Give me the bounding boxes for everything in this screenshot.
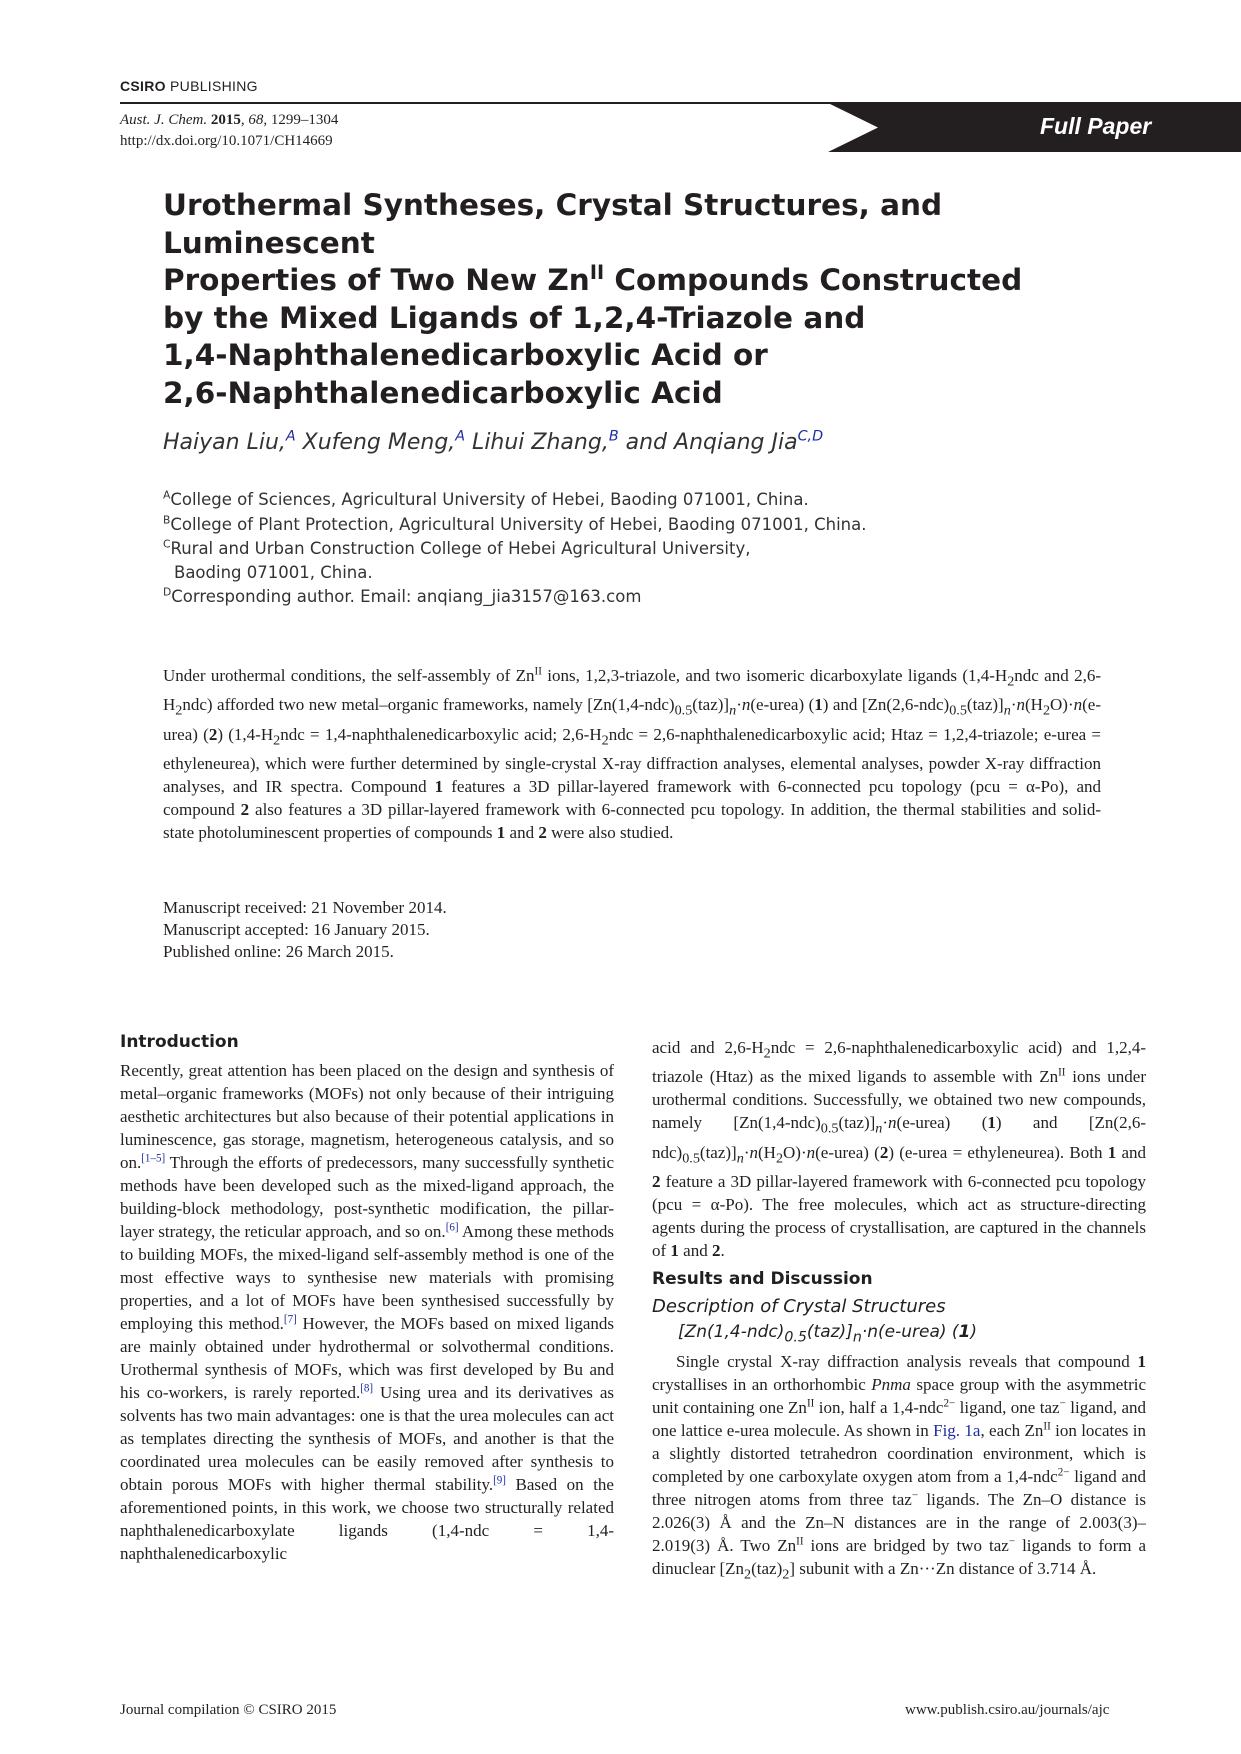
banner-shape <box>828 103 1241 152</box>
article-type-label: Full Paper <box>1040 113 1152 139</box>
doi-link[interactable]: http://dx.doi.org/10.1071/CH14669 <box>120 133 333 149</box>
figure-link[interactable]: Fig. 1a <box>933 1421 981 1440</box>
crystal-structures-subheading: Description of Crystal Structures <box>652 1296 946 1317</box>
paper-title: Urothermal Syntheses, Crystal Structures, and Luminescent Properties of Two New $Zn^{II}$ Compounds Constructed by the Mixed Ligands of 1,2,4-Triazole and 1,4-Naphthalenedicarboxylic Acid or 2,6-Naphthalenedicarboxylic Acid <box>163 188 1023 410</box>
banner-arrow <box>828 103 1241 152</box>
journal-citation: Aust. J. Chem. 2015, 68, 1299–1304 <box>120 112 339 128</box>
compound-1-subheading: $[Zn(1,4-ndc)_{0.5}(taz)]_n\cdot n(e-urea)$ (1) <box>678 1322 978 1346</box>
affiliation-d: $^D$Corresponding author. Email: anqiang_jia3157@163.com <box>163 585 642 606</box>
manuscript-accepted: Manuscript accepted: 16 January 2015. <box>163 920 430 939</box>
author-list: Haiyan Liu,$^A$ Xufeng Meng,$^A$ Lihui Zhang,$^B$ and Anqiang Jia$^{C,D}$ <box>163 428 824 455</box>
compound-1-body: Single crystal X-ray diffraction analysis reveals that compound 1 crystallises in an orthorhombic Pnma space group with the asymmetric unit containing one $Zn^{II}$ ion, half a 1,4-ndc$^{2-}$ ligand, one taz− ligand, and one lattice e-urea molecule. As shown in Fig. 1a, each $Zn^{II}$ ion locates in a slightly distorted tetrahedron coordination environment, which is completed by one carboxylate oxygen atom from a 1,4-ndc$^{2-}$ ligand and three nitrogen atoms from three taz− ligands. The Zn–O distance is 2.026(3) Å and the Zn–N distances are in the range of 2.003(3)–2.019(3) Å. Two $Zn^{II}$ ions are bridged by two taz− ligands to form a dinuclear $[Zn_2(taz)_2]$ subunit with a Zn···Zn distance of 3.714 Å. <box>652 1352 1147 1583</box>
footer-url[interactable]: www.publish.csiro.au/journals/ajc <box>905 1702 1110 1718</box>
results-heading: Results and Discussion <box>652 1269 873 1289</box>
introduction-heading: Introduction <box>120 1032 239 1052</box>
affiliation-b: $^B$College of Plant Protection, Agricultural University of Hebei, Baoding 071001, China. <box>163 513 867 534</box>
introduction-body: Recently, great attention has been placed on the design and synthesis of metal–organic frameworks (MOFs) not only because of their intriguing aesthetic architectures but also because of their potential applications in luminescence, gas storage, magnetism, heterogeneous catalysis, and so on.[1–5] Through the efforts of predecessors, many successfully synthetic methods have been developed such as the mixed-ligand approach, the building-block methodology, post-synthetic modification, the pillar-layer strategy, the reticular approach, and so on.[6] Among these methods to building MOFs, the mixed-ligand self-assembly method is one of the most effective ways to synthesise new materials with promising properties, and a lot of MOFs have been synthesised successfully by employing this method.[7] However, the MOFs based on mixed ligands are mainly obtained under hydrothermal or solvothermal conditions. Urothermal synthesis of MOFs, which was first developed by Bu and his co-workers, is rarely reported.[8] Using urea and its derivatives as solvents has two main advantages: one is that the urea molecules can act as templates directing the synthesis of MOFs, and another is that the coordinated urea molecules can be easily removed after synthesis to obtain porous MOFs with higher thermal stability.[9] Based on the aforementioned points, in this work, we choose two structurally related naphthalenedicarboxylate ligands (1,4-ndc = 1,4-naphthalenedicarboxylic <box>120 1061 615 1563</box>
introduction-body-cont: acid and $2,6-H_2ndc$ = 2,6-naphthalenedicarboxylic acid) and 1,2,4-triazole (Htaz) as the mixed ligands to assemble with $Zn^{II}$ ions under urothermal conditions. Successfully, we obtained two new compounds, namely $[Zn(1,4-ndc)_{0.5}(taz)]_n\cdot n(e-urea)$ (1) and $[Zn(2,6-ndc)_{0.5}(taz)]_n\cdot n(H_2O)\cdot n(e-urea)$ (2) (e-urea = ethyleneurea). Both 1 and 2 feature a 3D pillar-layered framework with 6-connected pcu topology (pcu = α-Po). The free molecules, which act as structure-directing agents during the process of crystallisation, are captured in the channels of 1 and 2. <box>652 1038 1146 1261</box>
manuscript-published: Published online: 26 March 2015. <box>163 942 394 961</box>
footer-copyright: Journal compilation © CSIRO 2015 <box>120 1702 337 1718</box>
affiliation-a: $^A$College of Sciences, Agricultural University of Hebei, Baoding 071001, China. <box>163 488 809 509</box>
publisher-name: CSIRO PUBLISHING <box>120 78 258 94</box>
affiliation-c-cont: Baoding 071001, China. <box>174 563 373 582</box>
manuscript-received: Manuscript received: 21 November 2014. <box>163 898 447 917</box>
affiliation-c: $^C$Rural and Urban Construction College of Hebei Agricultural University, <box>163 537 751 558</box>
abstract: Under urothermal conditions, the self-assembly of $Zn^{II}$ ions, 1,2,3-triazole, and two isomeric dicarboxylate ligands ($1,4-H_2ndc$ and $2,6-H_2ndc$) afforded two new metal–organic frameworks, namely $[Zn(1,4-ndc)_{0.5}(taz)]_n\cdot n(e-urea)$ (1) and $[Zn(2,6-ndc)_{0.5}(taz)]_n\cdot n(H_2O)\cdot n(e-urea)$ (2) ($1,4-H_2ndc$ = 1,4-naphthalenedicarboxylic acid; $2,6-H_2ndc$ = 2,6-naphthalenedicarboxylic acid; Htaz = 1,2,4-triazole; e-urea = ethyleneurea), which were further determined by single-crystal X-ray diffraction analyses, elemental analyses, powder X-ray diffraction analyses, and IR spectra. Compound 1 features a 3D pillar-layered framework with 6-connected pcu topology (pcu = α-Po), and compound 2 also features a 3D pillar-layered framework with 6-connected pcu topology. In addition, the thermal stabilities and solid-state photoluminescent properties of compounds 1 and 2 were also studied. <box>163 665 1102 843</box>
